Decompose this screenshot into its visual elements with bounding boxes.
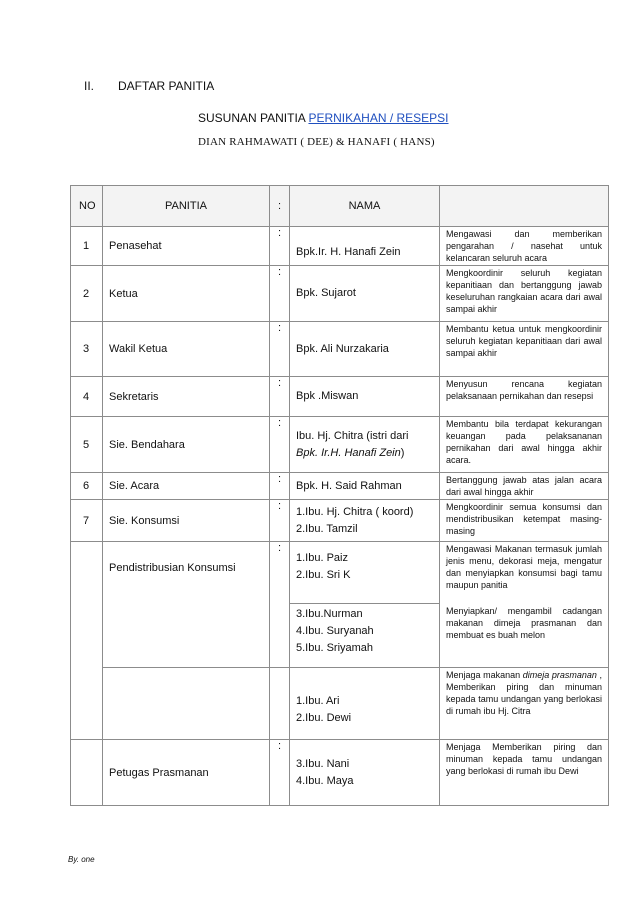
header-nama: NAMA xyxy=(290,186,440,227)
row-desc: Mengkoordinir semua konsumsi dan mendistribusikan ketempat masing-masing xyxy=(440,500,609,542)
row-colon: : xyxy=(270,266,290,322)
committee-table xyxy=(70,185,609,806)
row-nama: Bpk. Sujarot xyxy=(290,266,440,322)
row-colon: : xyxy=(270,740,290,806)
table-row xyxy=(71,322,609,377)
row-colon: : xyxy=(270,542,290,668)
header-blank xyxy=(440,186,609,227)
row-panitia: Sie. Konsumsi xyxy=(103,500,270,542)
row-nama xyxy=(290,417,440,473)
row-colon: : xyxy=(270,322,290,377)
row-desc: Mengkoordinir seluruh kegiatan kepanitiaan dan bertanggung jawab keseluruhan rangkaian acara dari awal sampai akhir xyxy=(440,266,609,322)
row-desc: Bertanggung jawab atas jalan acara dari awal hingga akhir xyxy=(440,473,609,500)
document-title xyxy=(198,111,449,125)
row-nama xyxy=(290,740,440,806)
table-row xyxy=(71,542,609,604)
row-desc: Membantu ketua untuk mengkoordinir seluruh kegiatan kepanitiaan dari awal sampai akhir xyxy=(440,322,609,377)
nama-line: 1.Ibu. Ari xyxy=(296,694,340,707)
row-nama xyxy=(290,542,440,604)
row-nama xyxy=(290,668,440,740)
nama-close: ) xyxy=(400,446,405,459)
row-no: 6 xyxy=(71,473,103,500)
row-desc: Mengawasi dan memberikan pengarahan / nasehat untuk kelancaran seluruh acara xyxy=(440,227,609,266)
table-row xyxy=(71,417,609,473)
row-nama: Bpk .Miswan xyxy=(290,377,440,417)
desc-part: , Memberikan piring dan minuman kepada tamu undangan yang berlokasi di rumah ibu Hj. Citra xyxy=(446,670,602,716)
nama-line: 2.Ibu. Tamzil xyxy=(296,522,358,535)
row-desc: Membantu bila terdapat kekurangan keuangan pada pelaksananan pernikahan dari awal hingga akhir acara. xyxy=(440,417,609,473)
desc-part: Menjaga makanan xyxy=(446,670,523,680)
row-desc: Menyiapkan/ mengambil cadangan makanan dimeja prasmanan dan membuat es buah melon xyxy=(440,604,609,668)
nama-line: 3.Ibu.Nurman xyxy=(296,608,363,620)
section-title: DAFTAR PANITIA xyxy=(118,79,215,93)
table-row xyxy=(71,500,609,542)
row-panitia: Petugas Prasmanan xyxy=(103,740,270,806)
nama-line: 4.Ibu. Maya xyxy=(296,774,354,787)
table-row xyxy=(71,266,609,322)
table-row xyxy=(71,377,609,417)
row-no xyxy=(71,740,103,806)
header-no: NO xyxy=(71,186,103,227)
row-desc: Menyusun rencana kegiatan pelaksanaan pernikahan dan resepsi xyxy=(440,377,609,417)
nama-line: 3.Ibu. Nani xyxy=(296,757,350,770)
document-title-prefix: SUSUNAN PANITIA xyxy=(198,111,309,125)
row-panitia: Ketua xyxy=(103,266,270,322)
row-nama xyxy=(290,500,440,542)
document-title-link[interactable]: PERNIKAHAN / RESEPSI xyxy=(308,111,449,125)
header-colon: : xyxy=(270,186,290,227)
row-desc: Menjaga Memberikan piring dan minuman kepada tamu undangan yang berlokasi di rumah ibu Dewi xyxy=(440,740,609,806)
row-panitia xyxy=(103,668,270,740)
nama-line: 2.Ibu. Sri K xyxy=(296,569,351,581)
table-header-row xyxy=(71,186,609,227)
nama-line xyxy=(296,445,439,462)
row-nama xyxy=(290,604,440,668)
row-colon: : xyxy=(270,227,290,266)
nama-line: 5.Ibu. Sriyamah xyxy=(296,642,374,654)
nama-line: 4.Ibu. Suryanah xyxy=(296,625,374,637)
row-desc xyxy=(440,668,609,740)
couple-names: DIAN RAHMAWATI ( DEE) & HANAFI ( HANS) xyxy=(198,136,435,148)
row-no: 1 xyxy=(71,227,103,266)
section-number: II. xyxy=(84,79,95,93)
row-panitia: Sie. Bendahara xyxy=(103,417,270,473)
row-colon: : xyxy=(270,377,290,417)
footer-credit: By. one xyxy=(68,855,95,864)
row-no xyxy=(71,542,103,740)
nama-line: 2.Ibu. Dewi xyxy=(296,711,352,724)
row-colon xyxy=(270,668,290,740)
row-no: 3 xyxy=(71,322,103,377)
row-panitia: Wakil Ketua xyxy=(103,322,270,377)
row-desc: Mengawasi Makanan termasuk jumlah jenis menu, dekorasi meja, mengatur dan menyiapkan konsumsi bagi tamu maupun panitia xyxy=(440,542,609,604)
table-row xyxy=(71,473,609,500)
nama-line: 1.Ibu. Hj. Chitra ( koord) xyxy=(296,505,414,518)
row-panitia: Sie. Acara xyxy=(103,473,270,500)
row-no: 5 xyxy=(71,417,103,473)
table-row xyxy=(71,668,609,740)
row-nama: Bpk. H. Said Rahman xyxy=(290,473,440,500)
row-no: 2 xyxy=(71,266,103,322)
table-row xyxy=(71,740,609,806)
table-row xyxy=(71,227,609,266)
nama-italic: Bpk. Ir.H. Hanafi Zein xyxy=(296,446,401,459)
desc-italic: dimeja prasmanan xyxy=(522,670,597,680)
row-colon: : xyxy=(270,500,290,542)
row-no: 7 xyxy=(71,500,103,542)
row-panitia: Sekretaris xyxy=(103,377,270,417)
row-nama: Bpk. Ali Nurzakaria xyxy=(290,322,440,377)
row-colon: : xyxy=(270,473,290,500)
row-colon: : xyxy=(270,417,290,473)
row-panitia: Pendistribusian Konsumsi xyxy=(103,542,270,668)
nama-line: 1.Ibu. Paiz xyxy=(296,552,348,564)
nama-line: Ibu. Hj. Chitra (istri dari xyxy=(296,429,409,442)
row-no: 4 xyxy=(71,377,103,417)
row-nama: Bpk.Ir. H. Hanafi Zein xyxy=(290,227,440,266)
row-panitia: Penasehat xyxy=(103,227,270,266)
header-panitia: PANITIA xyxy=(103,186,270,227)
